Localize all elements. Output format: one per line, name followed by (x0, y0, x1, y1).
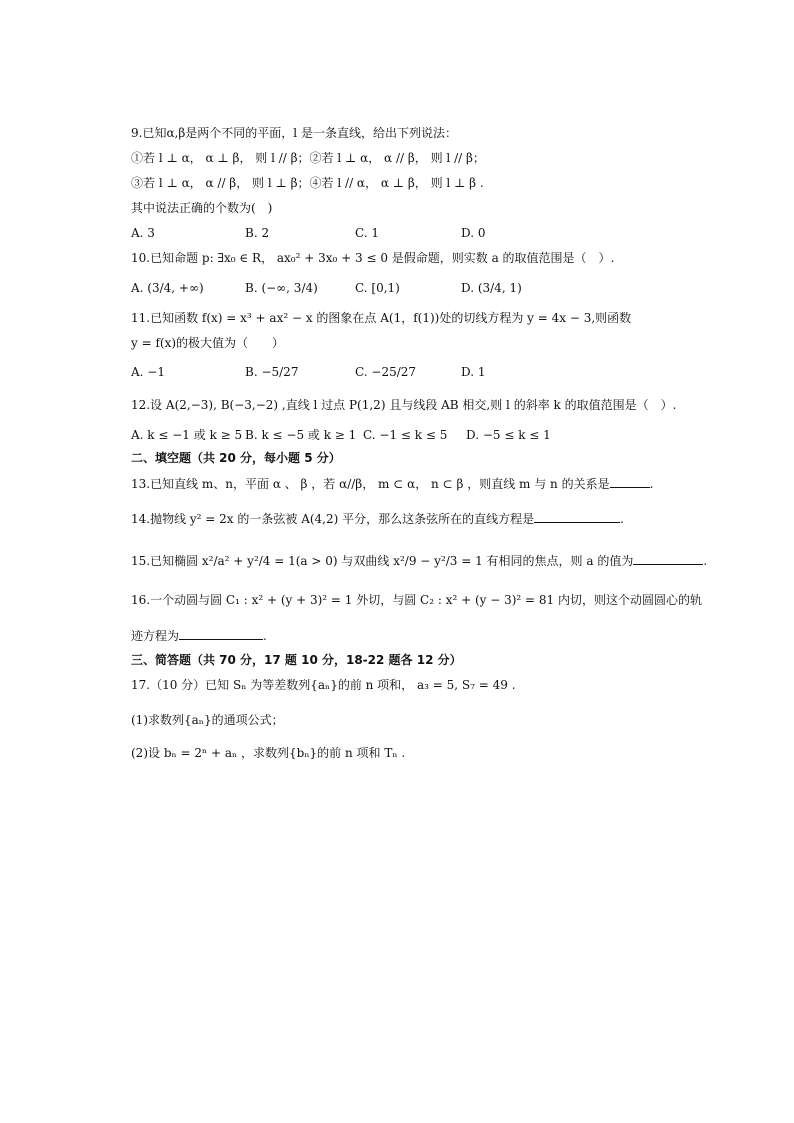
q11-option-a: A. −1 (131, 365, 165, 379)
q13 (131, 475, 653, 492)
q12-option-b: B. k ≤ −5 或 k ≥ 1 (245, 428, 357, 442)
q14-stem: 14.抛物线 y² = 2x 的一条弦被 A(4,2) 平分，那么这条弦所在的直线方程是 (131, 512, 535, 526)
q10-option-b: B. (−∞, 3/4) (245, 281, 318, 295)
q17-part-2: (2)设 bₙ = 2ⁿ + aₙ ，求数列{bₙ}的前 n 项和 Tₙ . (131, 746, 406, 760)
q17-stem: 17.（10 分）已知 Sₙ 为等差数列{aₙ}的前 n 项和， a₃ = 5, S₇ = 49 . (131, 678, 516, 692)
q9-question: 其中说法正确的个数为( ) (131, 201, 273, 215)
q13-answer-blank (610, 475, 650, 488)
q17-part-1: (1)求数列{aₙ}的通项公式； (131, 713, 284, 727)
q10-option-a: A. (3/4, +∞) (131, 281, 204, 295)
q12-stem: 12.设 A(2,−3), B(−3,−2) ,直线 l 过点 P(1,2) 且与线段 AB 相交,则 l 的斜率 k 的取值范围是（ ）. (131, 398, 677, 412)
q11-option-c: C. −25/27 (355, 365, 417, 379)
q9-option-c: C. 1 (355, 226, 380, 240)
q11-option-b: B. −5/27 (245, 365, 299, 379)
q15-end: . (703, 554, 708, 568)
q16-end: . (263, 629, 267, 643)
q12-option-c: C. −1 ≤ k ≤ 5 (363, 428, 448, 442)
q16-continued (131, 627, 267, 644)
q9-statement-1-2: ①若 l ⊥ α， α ⊥ β， 则 l // β；②若 l ⊥ α， α // β， 则 l // β； (131, 151, 485, 165)
q9-option-b: B. 2 (245, 226, 270, 240)
q9-statement-3-4: ③若 l ⊥ α， α // β， 则 l ⊥ β；④若 l // α， α ⊥ β， 则 l ⊥ β . (131, 176, 484, 190)
q16-stem: 16.一个动圆与圆 C₁ : x² + (y + 3)² = 1 外切，与圆 C₂ : x² + (y − 3)² = 81 内切，则这个动圆圆心的轨 (131, 593, 703, 607)
q15 (131, 552, 707, 569)
q10-option-d: D. (3/4, 1) (461, 281, 522, 295)
q9-stem: 9.已知α,β是两个不同的平面，l 是一条直线，给出下列说法： (131, 126, 457, 140)
section-short-answer-title: 三、简答题（共 70 分，17 题 10 分，18-22 题各 12 分） (131, 653, 462, 667)
q14 (131, 510, 624, 527)
q10-stem: 10.已知命题 p: ∃x₀ ∈ R， ax₀² + 3x₀ + 3 ≤ 0 是假命题，则实数 a 的取值范围是（ ）. (131, 251, 615, 265)
q15-stem: 15.已知椭圆 x²/a² + y²/4 = 1(a > 0) 与双曲线 x²/9 − y²/3 = 1 有相同的焦点，则 a 的值为 (131, 554, 634, 568)
q15-answer-blank (633, 552, 703, 565)
q12-option-a: A. k ≤ −1 或 k ≥ 5 (131, 428, 243, 442)
q10-option-c: C. [0,1) (355, 281, 400, 295)
q11-stem: 11.已知函数 f(x) = x³ + ax² − x 的图象在点 A(1，f(1))处的切线方程为 y = 4x − 3,则函数 (131, 311, 632, 325)
section-fill-in-title: 二、填空题（共 20 分，每小题 5 分） (131, 451, 341, 465)
q14-end: . (620, 512, 624, 526)
q13-end: . (649, 477, 654, 491)
q9-option-d: D. 0 (461, 226, 486, 240)
q16-stem-continued: 迹方程为 (131, 629, 180, 643)
q11-stem-continued: y = f(x)的极大值为（ ） (131, 336, 285, 350)
q9-option-a: A. 3 (131, 226, 155, 240)
q13-stem: 13.已知直线 m、n，平面 α 、 β ，若 α//β， m ⊂ α， n ⊂ β ，则直线 m 与 n 的关系是 (131, 477, 610, 491)
q16-answer-blank (179, 627, 263, 640)
q12-option-d: D. −5 ≤ k ≤ 1 (466, 428, 551, 442)
q11-option-d: D. 1 (461, 365, 486, 379)
q14-answer-blank (534, 510, 620, 523)
